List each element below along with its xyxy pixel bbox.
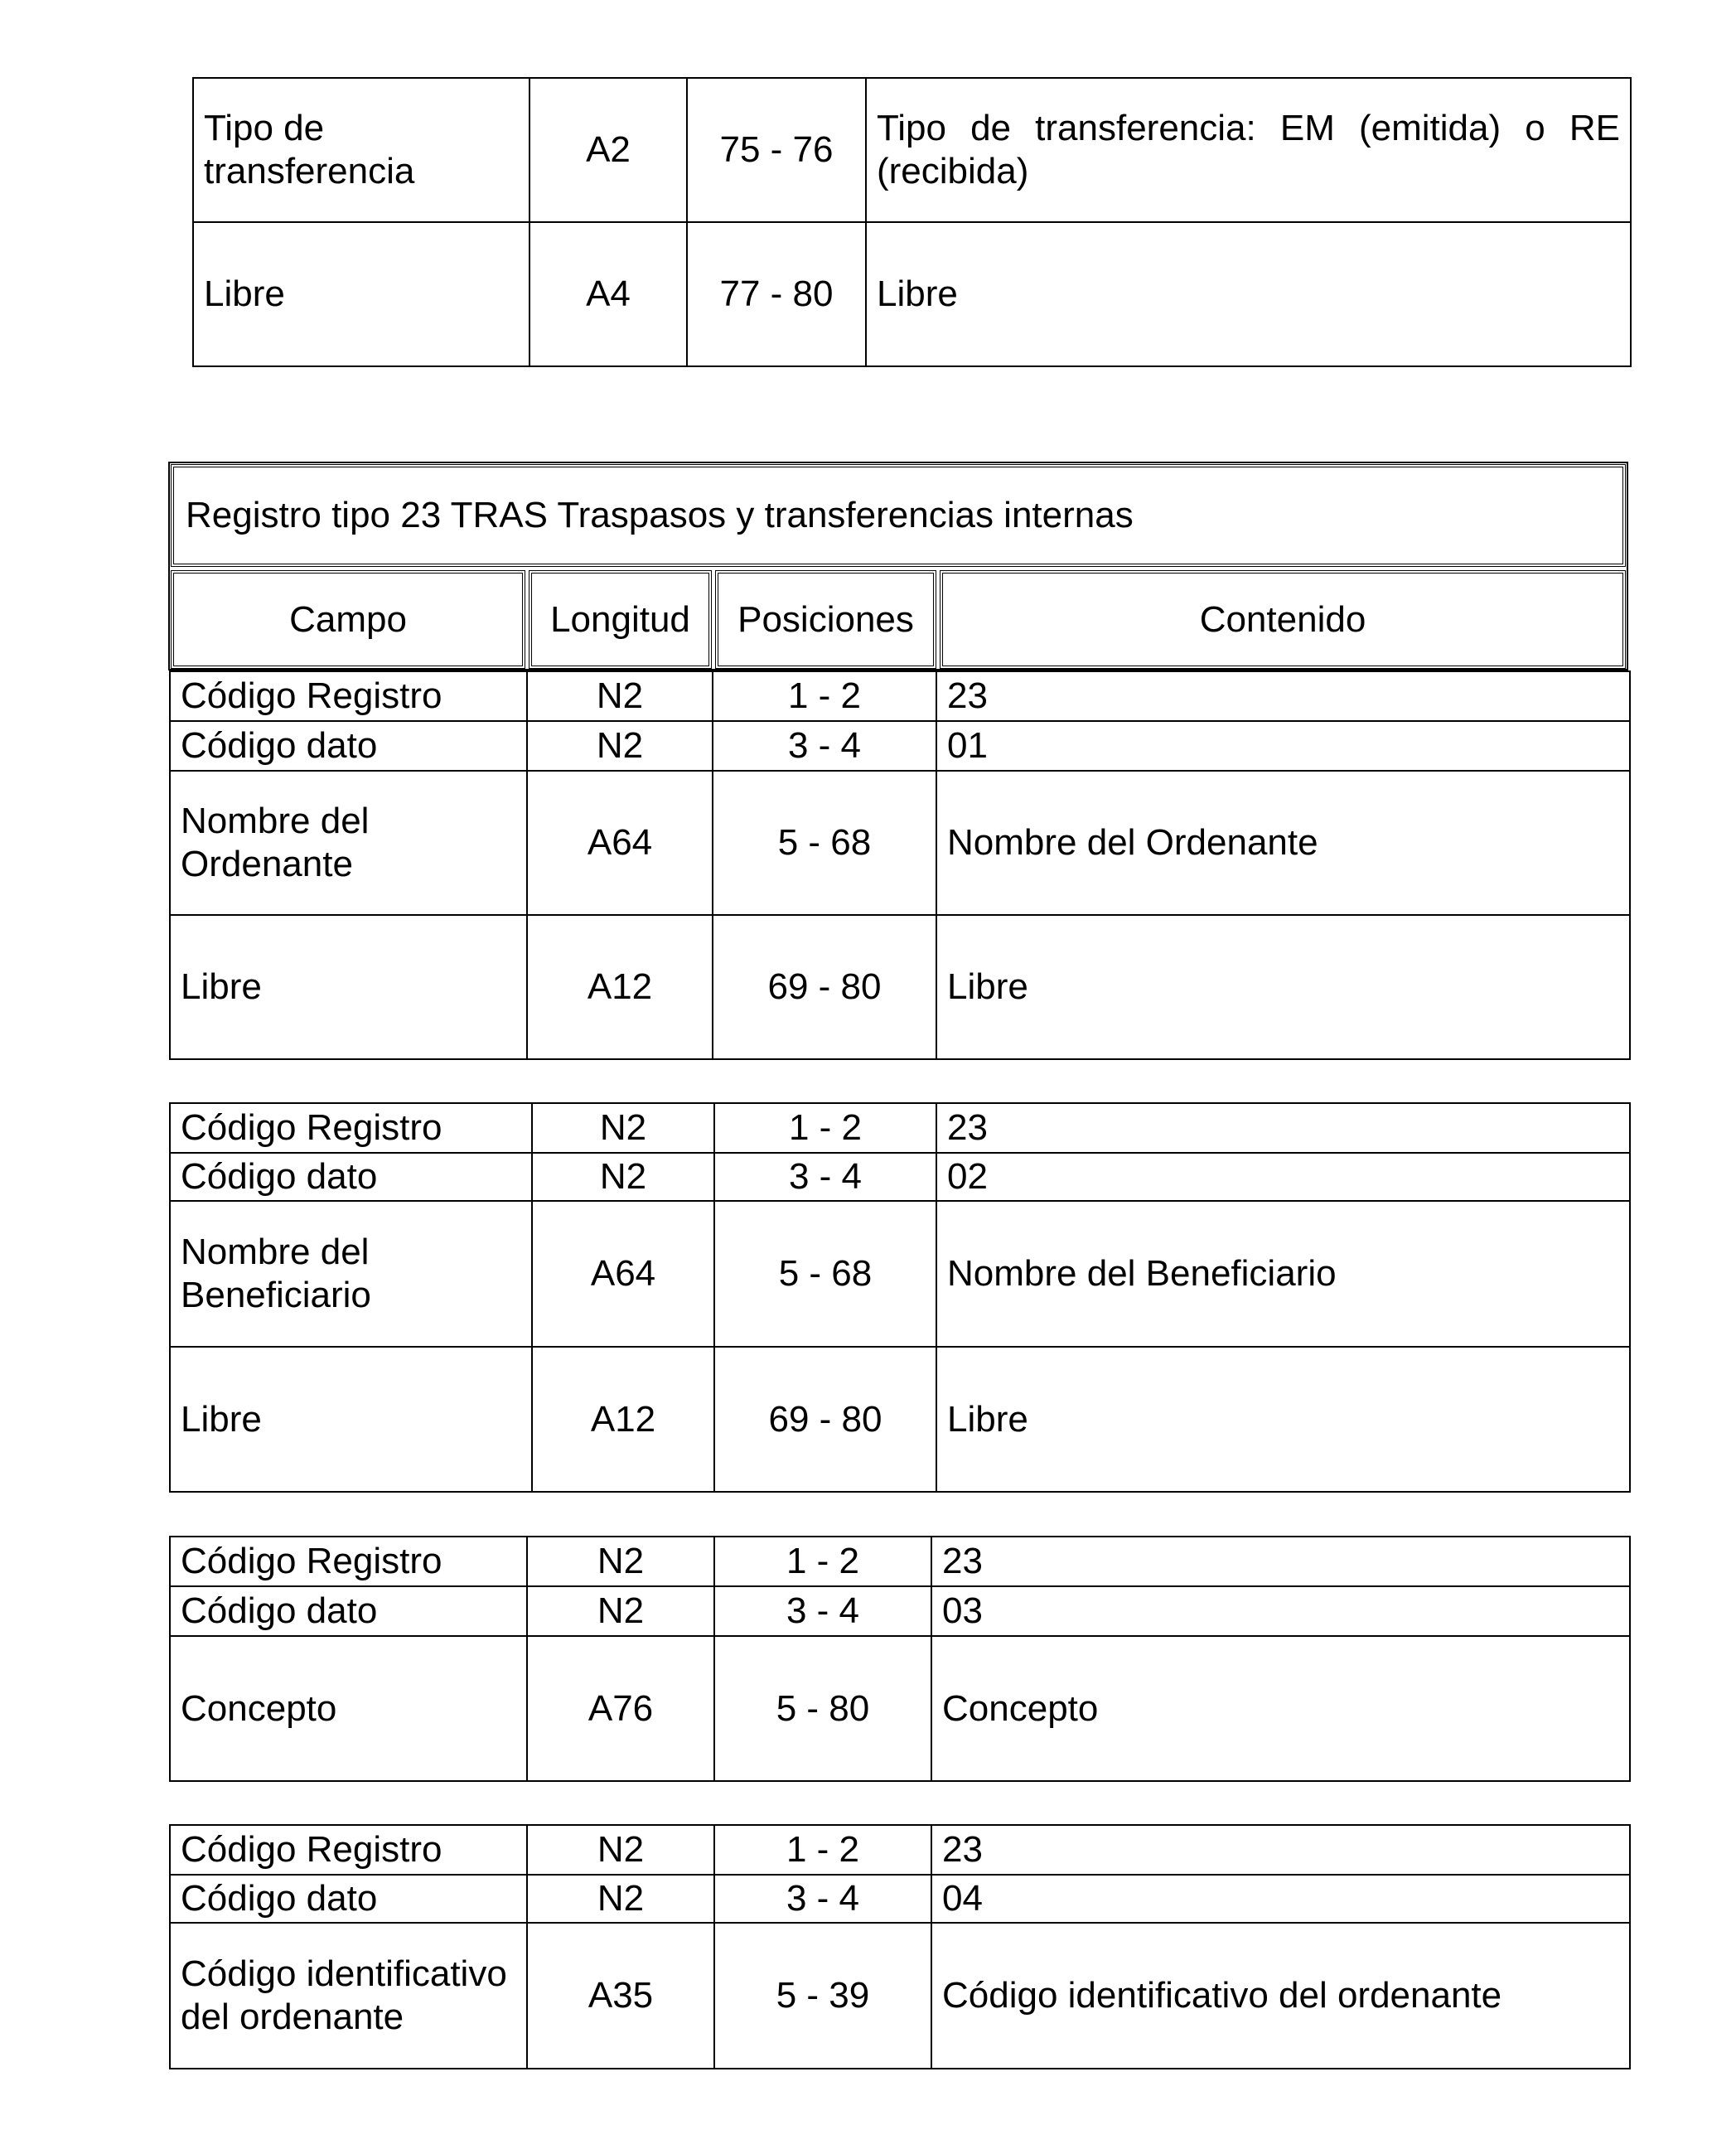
longitud-cell: N2 [527,1875,714,1923]
longitud-cell: N2 [527,1825,714,1875]
campo-cell: Libre [193,222,530,366]
posiciones-cell: 3 - 4 [714,1586,931,1636]
table-row [193,78,1631,222]
longitud-cell: N2 [527,1537,714,1586]
table-row [170,1537,1630,1586]
posiciones-cell: 5 - 68 [714,1201,936,1347]
posiciones-cell: 3 - 4 [714,1875,931,1923]
table-row [170,1153,1630,1201]
contenido-cell: Tipo de transferencia: EM (emitida) o RE (recibida) [866,78,1631,222]
table-row [193,222,1631,366]
posiciones-cell: 75 - 76 [687,78,866,222]
registro-header [168,462,1628,670]
table-row [170,1586,1630,1636]
longitud-cell: N2 [532,1153,714,1201]
contenido-cell: 23 [931,1825,1630,1875]
campo-cell: Libre [170,915,527,1059]
registro-title: Registro tipo 23 TRAS Traspasos y transferencias internas [171,464,1626,567]
table-row [170,771,1630,915]
contenido-cell: Nombre del Ordenante [936,771,1630,915]
contenido-cell: Concepto [931,1636,1630,1781]
campo-cell: Libre [170,1347,532,1492]
posiciones-cell: 5 - 80 [714,1636,931,1781]
posiciones-cell: 5 - 39 [714,1923,931,2069]
contenido-cell: Nombre del Beneficiario [936,1201,1630,1347]
posiciones-cell: 1 - 2 [714,1825,931,1875]
contenido-cell: Libre [936,915,1630,1059]
table-row [170,1875,1630,1923]
block-02-table [169,1102,1631,1493]
campo-cell: Código dato [170,1153,532,1201]
table-row [170,1103,1630,1153]
posiciones-cell: 1 - 2 [713,671,936,721]
top-table [192,77,1632,367]
posiciones-cell: 69 - 80 [713,915,936,1059]
table-row [170,1201,1630,1347]
longitud-cell: N2 [532,1103,714,1153]
contenido-cell: Código identificativo del ordenante [931,1923,1630,2069]
posiciones-cell: 1 - 2 [714,1103,936,1153]
contenido-cell: 23 [936,671,1630,721]
posiciones-cell: 5 - 68 [713,771,936,915]
table-row [170,915,1630,1059]
block-03-table [169,1536,1631,1782]
campo-cell: Código dato [170,1586,527,1636]
header-contenido: Contenido [940,570,1626,669]
campo-cell: Tipo de transferencia [193,78,530,222]
campo-cell: Código Registro [170,671,527,721]
block-04-table [169,1824,1631,2069]
table-row [170,671,1630,721]
longitud-cell: A35 [527,1923,714,2069]
table-row [170,1636,1630,1781]
campo-cell: Nombre del Ordenante [170,771,527,915]
longitud-cell: N2 [527,721,713,771]
longitud-cell: A12 [532,1347,714,1492]
contenido-cell: 04 [931,1875,1630,1923]
campo-cell: Código Registro [170,1103,532,1153]
contenido-cell: 02 [936,1153,1630,1201]
longitud-cell: A2 [530,78,687,222]
table-row [170,1825,1630,1875]
table-row [170,1347,1630,1492]
contenido-cell: Libre [866,222,1631,366]
header-posiciones: Posiciones [715,570,936,669]
campo-cell: Nombre del Beneficiario [170,1201,532,1347]
posiciones-cell: 3 - 4 [714,1153,936,1201]
posiciones-cell: 1 - 2 [714,1537,931,1586]
contenido-cell: 23 [936,1103,1630,1153]
longitud-cell: A12 [527,915,713,1059]
longitud-cell: A76 [527,1636,714,1781]
contenido-cell: 01 [936,721,1630,771]
campo-cell: Código dato [170,721,527,771]
longitud-cell: A4 [530,222,687,366]
longitud-cell: A64 [532,1201,714,1347]
posiciones-cell: 69 - 80 [714,1347,936,1492]
contenido-cell: 23 [931,1537,1630,1586]
table-row [170,1923,1630,2069]
table-row [170,721,1630,771]
campo-cell: Código Registro [170,1537,527,1586]
campo-cell: Código dato [170,1875,527,1923]
campo-cell: Código identificativo del ordenante [170,1923,527,2069]
campo-cell: Concepto [170,1636,527,1781]
posiciones-cell: 77 - 80 [687,222,866,366]
longitud-cell: A64 [527,771,713,915]
contenido-cell: 03 [931,1586,1630,1636]
longitud-cell: N2 [527,671,713,721]
campo-cell: Código Registro [170,1825,527,1875]
longitud-cell: N2 [527,1586,714,1636]
contenido-cell: Libre [936,1347,1630,1492]
header-longitud: Longitud [529,570,712,669]
posiciones-cell: 3 - 4 [713,721,936,771]
header-campo: Campo [171,570,525,669]
block-01-table [169,670,1631,1060]
